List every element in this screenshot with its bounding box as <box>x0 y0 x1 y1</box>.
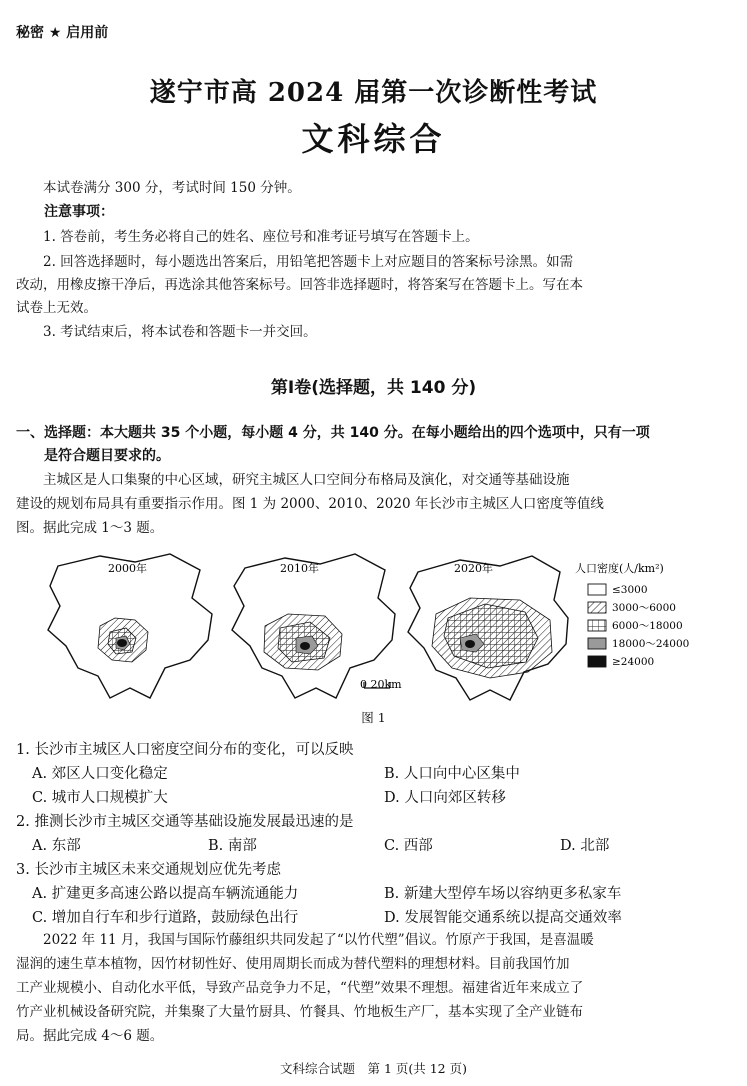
passage1-line3: 图。据此完成 1～3 题。 <box>16 520 164 536</box>
question-2-option-a: A. 东部 <box>32 838 81 854</box>
legend-label-4: 18000～24000 <box>612 638 690 650</box>
question-1-option-d: D. 人口向郊区转移 <box>384 790 506 806</box>
question-1-option-a: A. 郊区人口变化稳定 <box>32 766 168 782</box>
question-1-option-b: B. 人口向中心区集中 <box>384 766 520 782</box>
part-heading-line2: 是符合题目要求的。 <box>44 448 170 464</box>
density-maps-figure <box>40 548 720 708</box>
question-2-option-b: B. 南部 <box>208 838 257 854</box>
passage1-line1: 主城区是人口集聚的中心区域，研究主城区人口空间分布格局及演化，对交通等基础设施 <box>43 472 570 488</box>
map-label-2010: 2010年 <box>280 562 319 575</box>
legend-swatch-2 <box>588 602 606 613</box>
notice-heading: 注意事项： <box>44 204 114 220</box>
notice-item-2-line2: 改动，用橡皮擦干净后，再选涂其他答案标号。回答非选择题时，将答案写在答题卡上。写在本 <box>16 277 583 293</box>
legend-label-1: ≤3000 <box>612 584 648 596</box>
secret-label: 秘密 ★ 启用前 <box>16 25 109 41</box>
map-2010 <box>232 554 395 698</box>
legend-label-3: 6000～18000 <box>612 620 683 632</box>
page-footer: 文科综合试题 第 1 页(共 12 页) <box>279 1061 467 1076</box>
question-2-option-d: D. 北部 <box>560 838 610 854</box>
legend-label-2: 3000～6000 <box>612 602 676 614</box>
legend-swatch-1 <box>588 584 606 595</box>
passage2-line5: 局。据此完成 4～6 题。 <box>16 1028 164 1044</box>
passage2-line1: 2022 年 11 月，我国与国际竹藤组织共同发起了“以竹代塑”倡议。竹原产于我国，是喜温暖 <box>43 932 594 948</box>
section-title: 第Ⅰ卷(选择题，共 140 分) <box>270 378 477 398</box>
question-3-option-b: B. 新建大型停车场以容纳更多私家车 <box>384 886 622 902</box>
figure-caption: 图 1 <box>361 710 386 725</box>
part-heading-line1: 一、选择题：本大题共 35 个小题，每小题 4 分，共 140 分。在每小题给出的四个选项中，只有一项 <box>16 425 650 441</box>
legend-swatch-5 <box>588 656 606 667</box>
density-legend <box>575 561 689 668</box>
exam-title: 遂宁市高 2024 届第一次诊断性考试 <box>149 78 598 108</box>
map-label-2000: 2000年 <box>108 562 147 575</box>
scale-label: 0 20km <box>360 678 402 691</box>
passage2-line2: 湿润的速生草本植物，因竹材韧性好、使用周期长而成为替代塑料的理想材料。目前我国竹加 <box>16 956 570 972</box>
passage2-line3: 工产业规模小、自动化水平低，导致产品竞争力不足，“代塑”效果不理想。福建省近年来成立了 <box>16 980 584 996</box>
legend-label-5: ≥24000 <box>612 656 655 668</box>
notice-item-2-line1: 2. 回答选择题时，每小题选出答案后，用铅笔把答题卡上对应题目的答案标号涂黑。如需 <box>43 254 574 270</box>
legend-title: 人口密度(人/km²) <box>575 562 664 575</box>
question-1-stem: 1. 长沙市主城区人口密度空间分布的变化，可以反映 <box>16 742 354 758</box>
question-3-stem: 3. 长沙市主城区未来交通规划应优先考虑 <box>16 862 281 878</box>
notice-item-2-line3: 试卷上无效。 <box>16 300 97 316</box>
question-3-option-a: A. 扩建更多高速公路以提高车辆流通能力 <box>32 886 299 902</box>
passage2-line4: 竹产业机械设备研究院，并集聚了大量竹厨具、竹餐具、竹地板生产厂，基本实现了全产业链布 <box>16 1004 583 1020</box>
passage1-line2: 建设的规划布局具有重要指示作用。图 1 为 2000、2010、2020 年长沙市主城区人口密度等值线 <box>16 496 604 512</box>
question-2-option-c: C. 西部 <box>384 838 433 854</box>
legend-swatch-3 <box>588 620 606 631</box>
map-2000 <box>48 554 212 698</box>
question-3-option-d: D. 发展智能交通系统以提高交通效率 <box>384 910 622 926</box>
legend-swatch-4 <box>588 638 606 649</box>
map-2020 <box>408 556 568 700</box>
question-1-option-c: C. 城市人口规模扩大 <box>32 790 168 806</box>
map-label-2020: 2020年 <box>454 562 493 575</box>
notice-item-1: 1. 答卷前，考生务必将自己的姓名、座位号和准考证号填写在答题卡上。 <box>43 229 479 245</box>
exam-intro: 本试卷满分 300 分，考试时间 150 分钟。 <box>43 180 301 196</box>
question-2-stem: 2. 推测长沙市主城区交通等基础设施发展最迅速的是 <box>16 814 354 830</box>
notice-item-3: 3. 考试结束后，将本试卷和答题卡一并交回。 <box>43 324 317 340</box>
question-3-option-c: C. 增加自行车和步行道路，鼓励绿色出行 <box>32 910 299 926</box>
exam-subject: 文科综合 <box>301 120 446 158</box>
